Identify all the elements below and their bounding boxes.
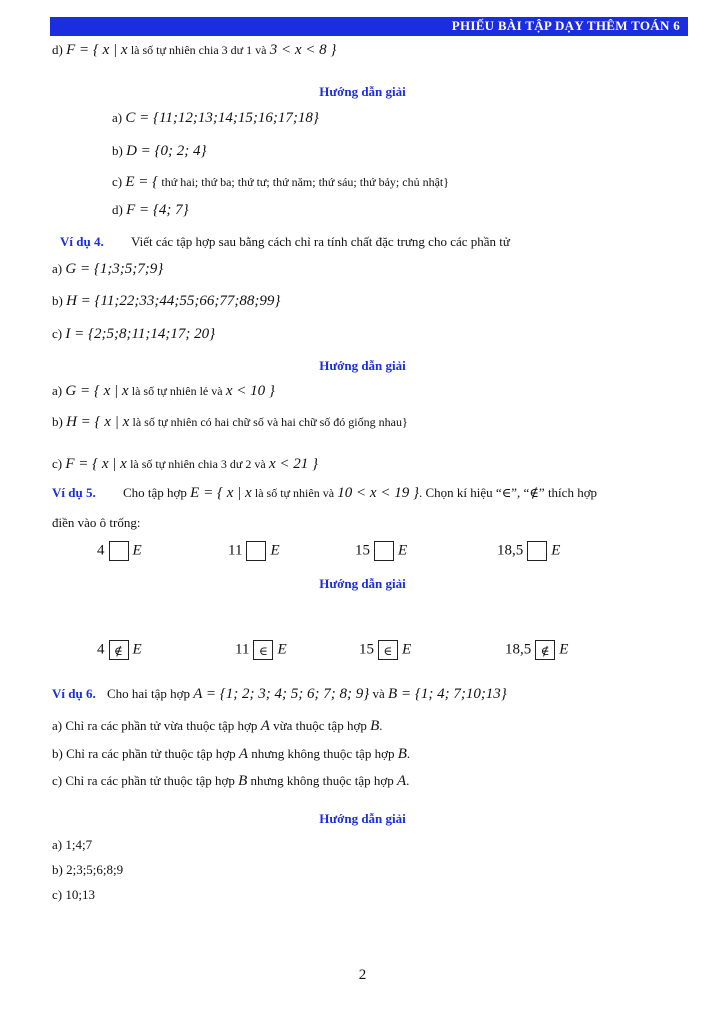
- set-condition-text: là số tự nhiên chia 3 dư 1 và: [130, 43, 267, 57]
- question-text: nhưng không thuộc tập hợp: [251, 746, 395, 761]
- number: 15: [355, 542, 370, 559]
- solution-title: Hướng dẫn giải: [319, 811, 406, 826]
- number: 4: [97, 641, 105, 658]
- example-label: Ví dụ 4.: [60, 234, 104, 249]
- item-label: d): [112, 202, 123, 217]
- set-name: B: [397, 746, 407, 762]
- solution-title: Hướng dẫn giải: [319, 358, 406, 373]
- set-condition-math: 3 < x < 8 }: [269, 42, 337, 58]
- item-label: c): [112, 174, 123, 189]
- item-label: c): [52, 456, 63, 471]
- solution-item: [52, 456, 318, 473]
- solution-title: Hướng dẫn giải: [319, 84, 406, 99]
- solution-item: [112, 202, 189, 219]
- set-math: F = { x | x: [65, 456, 127, 472]
- example-5-heading: [52, 485, 597, 502]
- example-text: Cho hai tập hợp: [106, 686, 191, 701]
- example-4-heading: [60, 234, 510, 250]
- set-name: A: [260, 718, 270, 734]
- set-name: A: [238, 746, 249, 762]
- item-label: a): [112, 110, 123, 125]
- set-math: G = { x | x: [65, 383, 129, 399]
- set-a-math: A = {1; 2; 3; 4; 5; 6; 7; 8; 9}: [193, 686, 370, 702]
- answer-exercise: [235, 640, 287, 660]
- example-5-line2: điền vào ô trống:: [52, 515, 141, 530]
- blank-exercise: [355, 541, 407, 561]
- set-math: E = { x | x: [190, 485, 252, 501]
- answer-blank[interactable]: [246, 541, 266, 561]
- item-label: d): [52, 42, 63, 57]
- question-text: b) Chỉ ra các phần tử thuộc tập hợp: [52, 746, 236, 761]
- question-text: vừa thuộc tập hợp: [273, 718, 367, 733]
- blank-exercise: [97, 541, 142, 561]
- answer-symbol: ∈: [378, 640, 398, 660]
- example-item: [52, 261, 163, 278]
- blank-exercise: [497, 541, 560, 561]
- set-math: H = { x | x: [66, 414, 130, 430]
- example-item: [52, 293, 280, 310]
- set-math: H = {11;22;33;44;55;66;77;88;99}: [66, 293, 281, 309]
- set-math: G = {1;3;5;7;9}: [65, 261, 164, 277]
- item-label: a): [52, 383, 63, 398]
- set-name: E: [559, 641, 569, 658]
- example-6-heading: [52, 686, 507, 703]
- conjunction: và: [372, 686, 385, 701]
- set-name: E: [132, 542, 142, 559]
- header-title: PHIẾU BÀI TẬP DẠY THÊM TOÁN 6: [451, 18, 680, 33]
- question-line: [52, 718, 383, 735]
- example-text: Viết các tập hợp sau bằng cách chỉ ra tính chất đặc trưng cho các phần tử: [130, 234, 510, 249]
- set-math: F = {4; 7}: [126, 202, 189, 218]
- answer-blank[interactable]: [374, 541, 394, 561]
- solution-item: [112, 110, 319, 127]
- question-line: [52, 746, 410, 763]
- set-name: E: [402, 641, 412, 658]
- set-condition-math: x < 21 }: [269, 456, 319, 472]
- number: 18,5: [505, 641, 532, 658]
- punctuation: .: [406, 746, 411, 761]
- solution-item: [52, 414, 408, 431]
- set-math: D = {0; 2; 4}: [126, 143, 207, 159]
- set-b-math: B = {1; 4; 7;10;13}: [388, 686, 507, 702]
- answer-line: c) 10;13: [52, 887, 95, 902]
- set-text: là số tự nhiên có hai chữ số và hai chữ số đó giống nhau}: [132, 415, 408, 429]
- set-text: thứ hai; thứ ba; thứ tư; thứ năm; thứ sáu; thứ bảy; chủ nhật}: [161, 175, 449, 189]
- answer-blank[interactable]: [109, 541, 129, 561]
- answer-blank[interactable]: [527, 541, 547, 561]
- top-item-d: [52, 42, 336, 59]
- question-text: nhưng không thuộc tập hợp: [250, 773, 394, 788]
- punctuation: .: [406, 773, 410, 788]
- set-name: E: [551, 542, 561, 559]
- set-math: F = { x | x: [66, 42, 128, 58]
- number: 15: [359, 641, 374, 658]
- item-label: b): [112, 143, 123, 158]
- item-label: c): [52, 326, 63, 341]
- example-item: [52, 326, 215, 343]
- solution-item: [52, 383, 275, 400]
- header-bar: [50, 17, 688, 36]
- set-name: B: [370, 718, 380, 734]
- solution-item: [112, 143, 207, 160]
- set-math: E = {: [125, 174, 159, 190]
- punctuation: .: [379, 718, 383, 733]
- answer-symbol: ∉: [535, 640, 555, 660]
- item-label: a): [52, 261, 63, 276]
- item-label: b): [52, 293, 63, 308]
- answer-exercise: [359, 640, 411, 660]
- set-condition-math: 10 < x < 19 }: [337, 485, 419, 501]
- number: 11: [235, 641, 250, 658]
- answer-line: a) 1;4;7: [52, 837, 93, 852]
- item-label: b): [52, 414, 63, 429]
- set-name: A: [396, 773, 407, 789]
- set-name: E: [132, 641, 142, 658]
- example-text: Cho tập hợp: [122, 485, 187, 500]
- set-name: E: [277, 641, 287, 658]
- set-text: là số tự nhiên và: [254, 486, 335, 500]
- answer-line: b) 2;3;5;6;8;9: [52, 862, 124, 877]
- page-number: 2: [358, 967, 367, 983]
- set-name: E: [398, 542, 408, 559]
- solution-item: [112, 174, 449, 191]
- answer-exercise: [505, 640, 568, 660]
- blank-exercise: [228, 541, 280, 561]
- set-condition-math: x < 10 }: [225, 383, 275, 399]
- question-line: [52, 773, 409, 790]
- set-text: là số tự nhiên chia 3 dư 2 và: [130, 457, 266, 471]
- question-text: a) Chỉ ra các phần tử vừa thuộc tập hợp: [52, 718, 258, 733]
- set-name: E: [270, 542, 280, 559]
- set-name: B: [238, 773, 248, 789]
- set-math: I = {2;5;8;11;14;17; 20}: [65, 326, 216, 342]
- example-label: Ví dụ 6.: [52, 686, 96, 701]
- answer-exercise: [97, 640, 142, 660]
- set-text: là số tự nhiên lẻ và: [131, 384, 223, 398]
- example-label: Ví dụ 5.: [52, 485, 96, 500]
- set-math: C = {11;12;13;14;15;16;17;18}: [125, 110, 319, 126]
- example-text: . Chọn kí hiệu “∈”, “∉” thích hợp: [418, 485, 598, 500]
- answer-symbol: ∉: [109, 640, 129, 660]
- number: 18,5: [497, 542, 524, 559]
- question-text: c) Chỉ ra các phần tử thuộc tập hợp: [52, 773, 235, 788]
- answer-symbol: ∈: [253, 640, 273, 660]
- solution-title: Hướng dẫn giải: [319, 576, 406, 591]
- number: 11: [228, 542, 243, 559]
- number: 4: [97, 542, 105, 559]
